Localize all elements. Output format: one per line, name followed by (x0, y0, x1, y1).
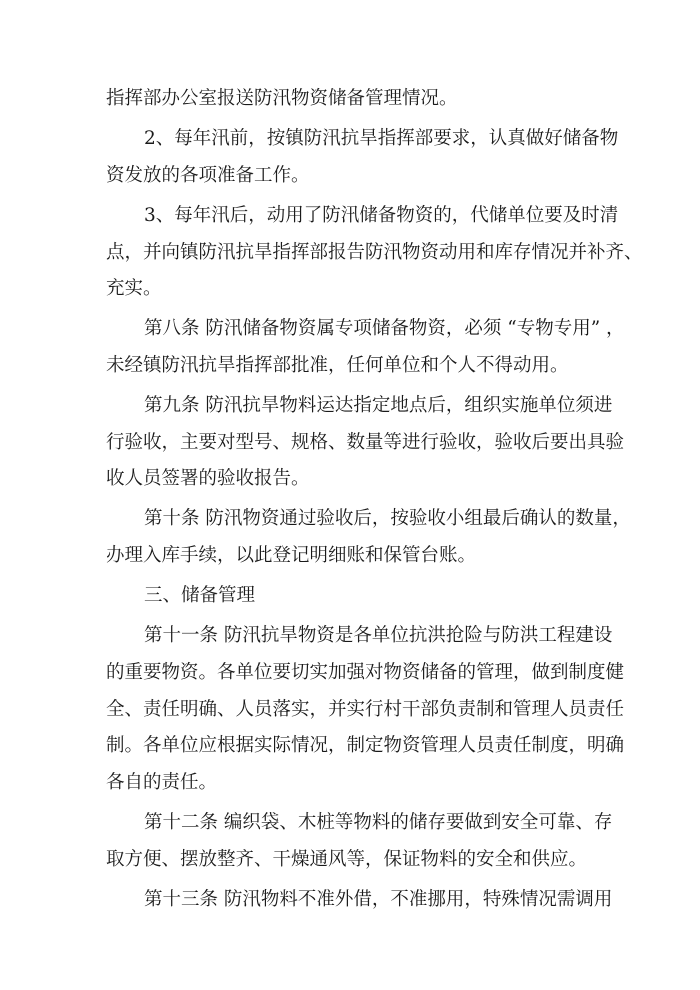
text-line: 第十条 防汛物资通过验收后，按验收小组最后确认的数量， (144, 508, 631, 529)
text-line: 3、每年汛后，动用了防汛储备物资的，代储单位要及时清 (144, 205, 619, 226)
text-line: 取方便、摆放整齐、干燥通风等，保证物料的安全和供应。 (106, 849, 588, 870)
text-line: 办理入库手续，以此登记明细账和保管台账。 (106, 545, 477, 566)
text-line: 制。各单位应根据实际情况，制定物资管理人员责任制度，明确 (106, 735, 625, 756)
text-line: 全、责任明确、人员落实，并实行村干部负责制和管理人员责任 (106, 699, 625, 720)
text-line: 指挥部办公室报送防汛物资储备管理情况。 (106, 88, 458, 109)
text-line: 未经镇防汛抗旱指挥部批准，任何单位和个人不得动用。 (106, 355, 569, 376)
text-line: 第十二条 编织袋、木桩等物料的储存要做到安全可靠、存 (144, 812, 613, 833)
text-line: 的重要物资。各单位要切实加强对物资储备的管理，做到制度健 (106, 662, 625, 683)
text-line: 第八条 防汛储备物资属专项储备物资，必须 “专物专用” ， (144, 318, 625, 339)
text-line: 行验收，主要对型号、规格、数量等进行验收，验收后要出具验 (106, 432, 625, 453)
text-line: 资发放的各项准备工作。 (106, 165, 310, 186)
section-heading: 三、储备管理 (144, 585, 256, 606)
text-line: 点，并向镇防汛抗旱指挥部报告防汛物资动用和库存情况并补齐、 (106, 242, 643, 263)
text-line: 第九条 防汛抗旱物料运达指定地点后，组织实施单位须进 (144, 395, 613, 416)
text-line: 第十三条 防汛物料不准外借，不准挪用，特殊情况需调用 (144, 889, 613, 910)
text-line: 2、每年汛前，按镇防汛抗旱指挥部要求，认真做好储备物 (144, 128, 619, 149)
text-line: 收人员签署的验收报告。 (106, 468, 310, 489)
text-line: 第十一条 防汛抗旱物资是各单位抗洪抢险与防洪工程建设 (144, 625, 613, 646)
text-line: 各自的责任。 (106, 772, 218, 793)
text-line: 充实。 (106, 278, 162, 299)
